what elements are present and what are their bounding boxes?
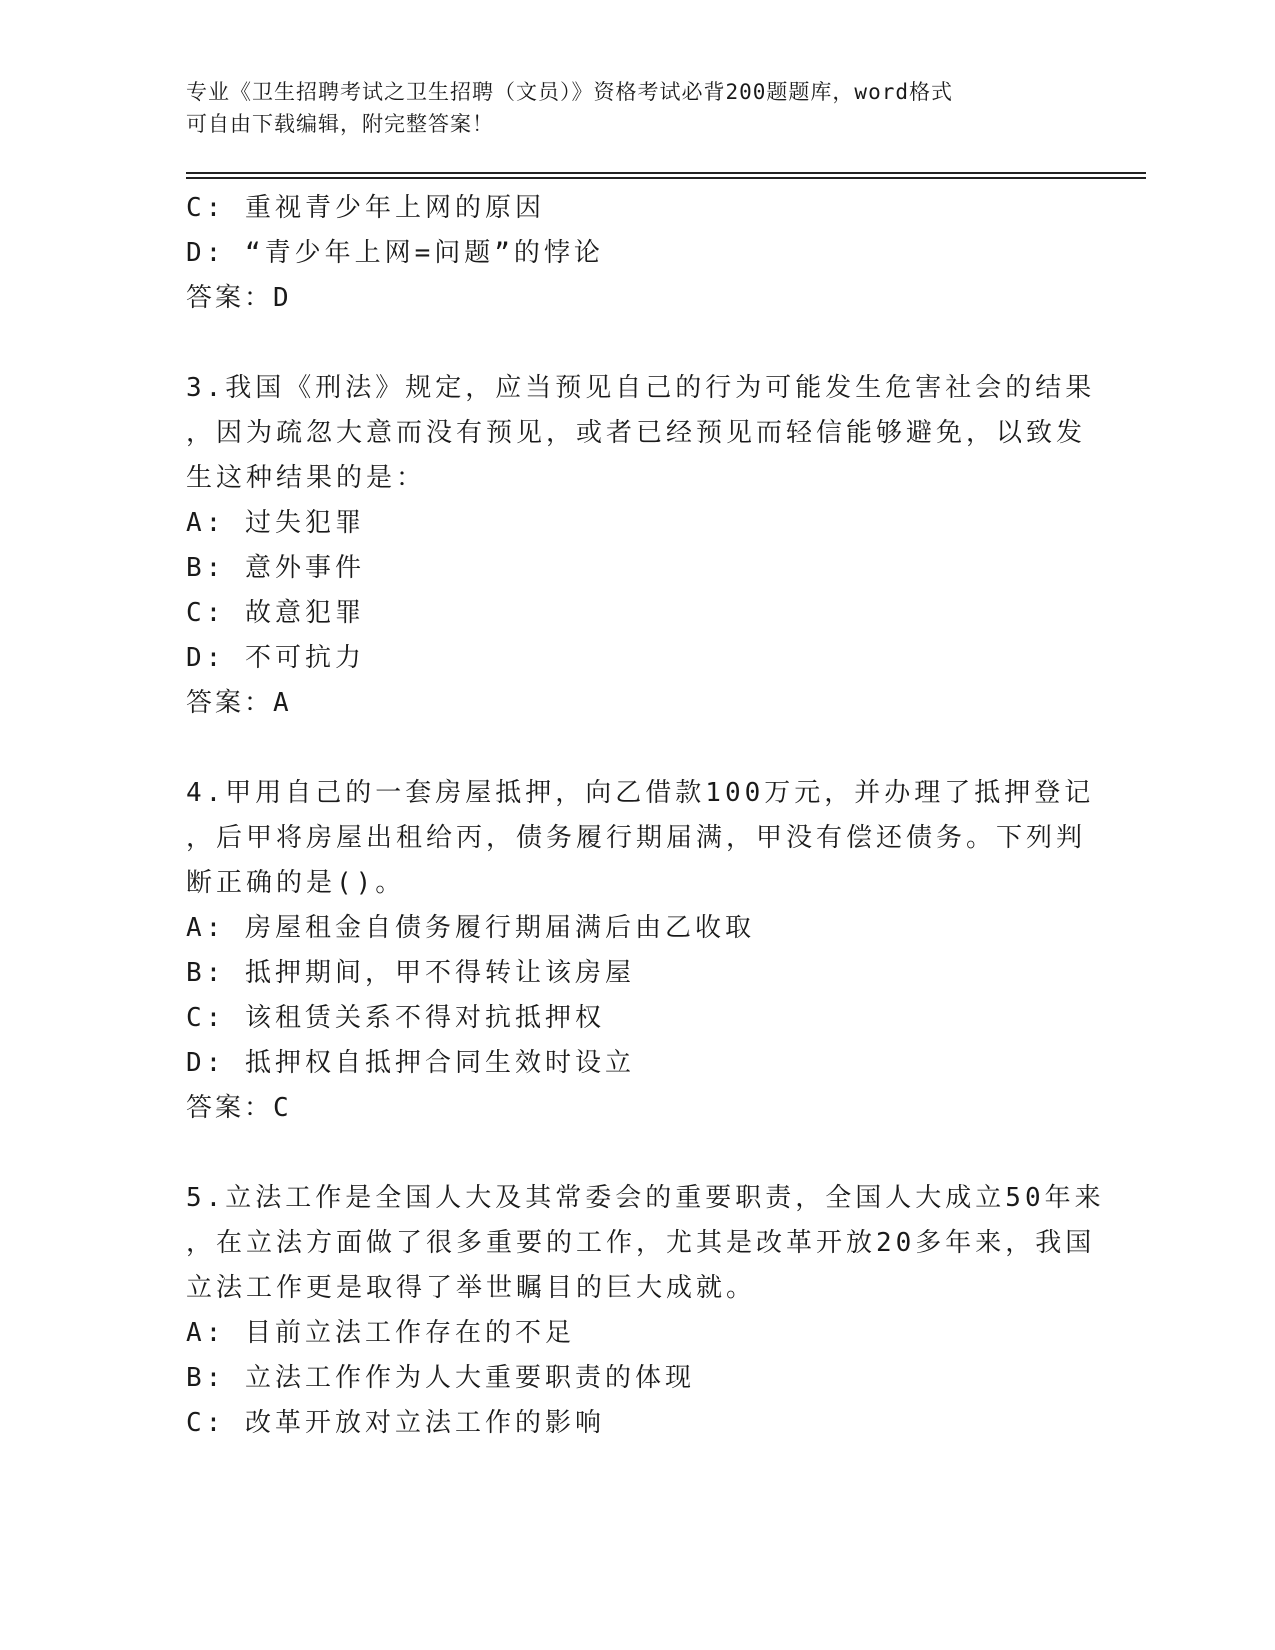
q3-answer: 答案：A [186,688,292,718]
q3-stem-line-2: ，因为疏忽大意而没有预见，或者已经预见而轻信能够避免，以致发 [186,418,1087,448]
q5-option-a: A: 目前立法工作存在的不足 [186,1318,575,1348]
q4-option-b: B: 抵押期间，甲不得转让该房屋 [186,958,635,988]
q3-option-b: B: 意外事件 [186,553,365,583]
q3-stem-line-3: 生这种结果的是： [186,463,427,493]
spacer [186,726,1086,771]
q3-option-c: C: 故意犯罪 [186,598,365,628]
q2-option-d: D: “青少年上网=问题”的悖论 [186,238,604,268]
q5-option-b: B: 立法工作作为人大重要职责的体现 [186,1363,695,1393]
q4-stem-line-2: ，后甲将房屋出租给丙，债务履行期届满，甲没有偿还债务。下列判 [186,823,1087,853]
q5-stem-line-3: 立法工作更是取得了举世瞩目的巨大成就。 [186,1273,757,1303]
q3-stem-line-1: 3.我国《刑法》规定，应当预见自己的行为可能发生危害社会的结果 [186,373,1096,403]
q3-option-d: D: 不可抗力 [186,643,365,673]
q4-option-d: D: 抵押权自抵押合同生效时设立 [186,1048,635,1078]
q3-option-a: A: 过失犯罪 [186,508,365,538]
header-rule-top [186,172,1146,174]
q5-stem-line-2: ，在立法方面做了很多重要的工作，尤其是改革开放20多年来，我国 [186,1228,1096,1258]
spacer [186,1131,1086,1176]
q4-option-c: C: 该租赁关系不得对抗抵押权 [186,1003,605,1033]
q5-stem-line-1: 5.立法工作是全国人大及其常委会的重要职责，全国人大成立50年来 [186,1183,1105,1213]
header-line-2: 可自由下载编辑，附完整答案！ [186,112,494,136]
q4-option-a: A: 房屋租金自债务履行期届满后由乙收取 [186,913,755,943]
q4-answer: 答案：C [186,1093,292,1123]
q5-option-c: C: 改革开放对立法工作的影响 [186,1408,605,1438]
document-header [186,76,1066,140]
header-rule-bottom [186,177,1146,179]
q4-stem-line-1: 4.甲用自己的一套房屋抵押，向乙借款100万元，并办理了抵押登记 [186,778,1095,808]
question-content [186,186,1105,1446]
q4-stem-line-3: 断正确的是()。 [186,868,406,898]
spacer [186,321,1086,366]
header-line-1: 专业《卫生招聘考试之卫生招聘（文员）》资格考试必背200题题库，word格式 [186,80,953,104]
q2-answer: 答案：D [186,283,292,313]
q2-option-c: C: 重视青少年上网的原因 [186,193,545,223]
